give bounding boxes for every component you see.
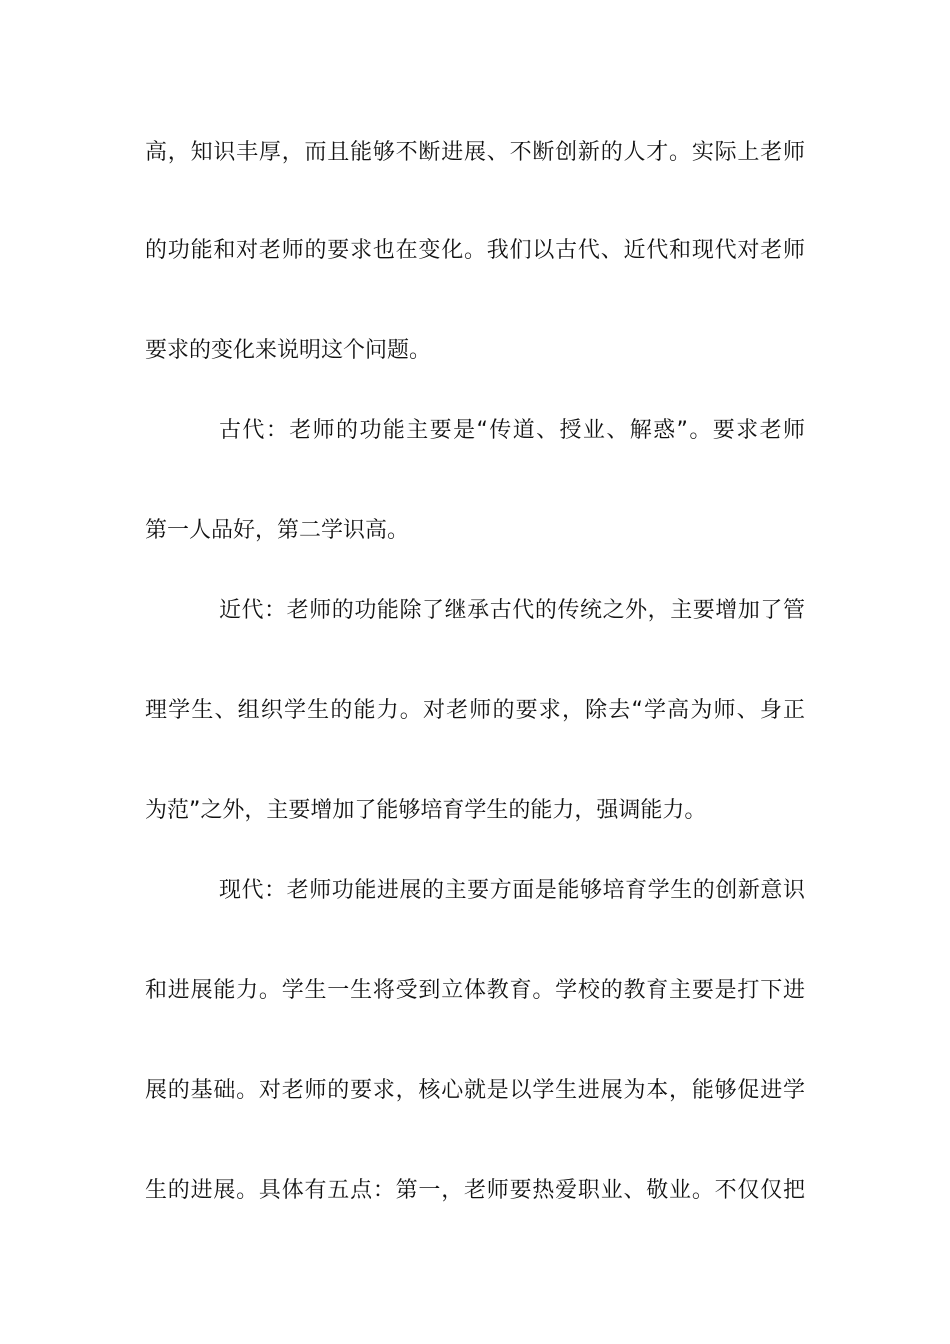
paragraph-first-line: 古代：老师的功能主要是“传道、授业、解惑”。要求老师: [219, 418, 805, 443]
text-line: 第一人品好，第二学识高。: [145, 518, 410, 543]
text-line: 的功能和对老师的要求也在变化。我们以古代、近代和现代对老师: [145, 238, 805, 263]
text-line: 展的基础。对老师的要求，核心就是以学生进展为本，能够促进学: [145, 1078, 805, 1103]
text-line: 为范”之外，主要增加了能够培育学生的能力，强调能力。: [145, 798, 707, 823]
text-line: 和进展能力。学生一生将受到立体教育。学校的教育主要是打下进: [145, 978, 805, 1003]
paragraph-first-line: 近代：老师的功能除了继承古代的传统之外，主要增加了管: [219, 598, 805, 623]
text-line: 生的进展。具体有五点：第一，老师要热爱职业、敬业。不仅仅把: [145, 1178, 805, 1203]
text-line: 高，知识丰厚，而且能够不断进展、不断创新的人才。实际上老师: [145, 140, 805, 165]
text-line: 理学生、组织学生的能力。对老师的要求，除去“学高为师、身正: [145, 698, 805, 723]
text-line: 要求的变化来说明这个问题。: [145, 338, 432, 363]
paragraph-first-line: 现代：老师功能进展的主要方面是能够培育学生的创新意识: [219, 878, 805, 903]
